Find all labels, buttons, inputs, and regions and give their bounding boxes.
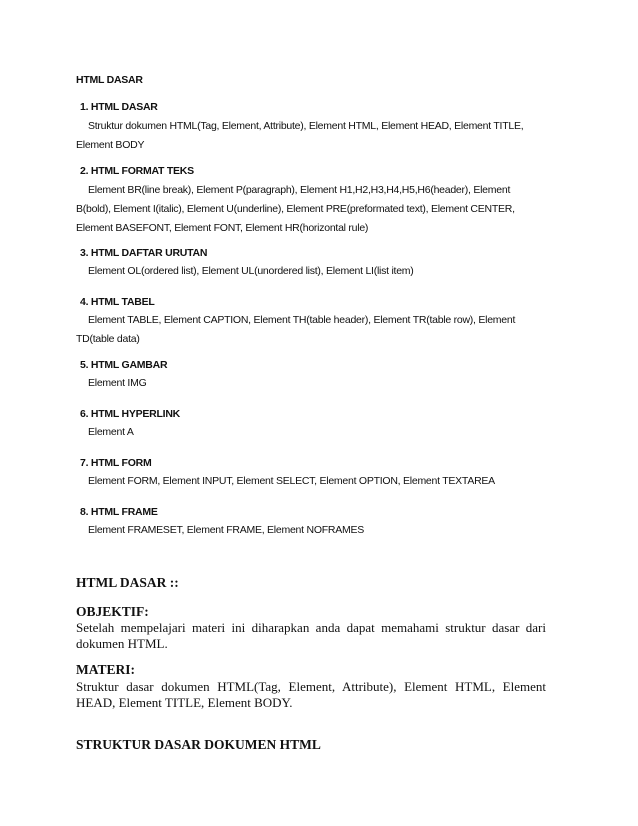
lesson-heading: HTML DASAR ::	[76, 575, 179, 590]
section-7-title: 7. HTML FORM	[80, 457, 152, 469]
objektif-text: Setelah mempelajari materi ini diharapkan anda dapat memahami struktur dasar dari dokumen HTML.	[76, 620, 546, 651]
section-5-body: Element IMG	[88, 377, 147, 389]
section-3-body: Element OL(ordered list), Element UL(unordered list), Element LI(list item)	[88, 265, 414, 277]
objektif-label: OBJEKTIF:	[76, 604, 149, 619]
document-title: HTML DASAR	[76, 74, 143, 86]
section-8-body: Element FRAMESET, Element FRAME, Element NOFRAMES	[88, 524, 364, 536]
section-6-title: 6. HTML HYPERLINK	[80, 408, 180, 420]
section-7-body: Element FORM, Element INPUT, Element SELECT, Element OPTION, Element TEXTAREA	[88, 475, 495, 487]
materi-label: MATERI:	[76, 662, 135, 677]
section-6-body: Element A	[88, 426, 134, 438]
section-4-title: 4. HTML TABEL	[80, 296, 155, 308]
section-1-title: 1. HTML DASAR	[80, 101, 158, 113]
section-1-body: Struktur dokumen HTML(Tag, Element, Attribute), Element HTML, Element HEAD, Element TITLE, Element BODY	[76, 120, 524, 151]
section-4-body: Element TABLE, Element CAPTION, Element TH(table header), Element TR(table row), Element TD(table data)	[76, 314, 516, 345]
struktur-heading: STRUKTUR DASAR DOKUMEN HTML	[76, 737, 321, 752]
section-2-title: 2. HTML FORMAT TEKS	[80, 165, 194, 177]
section-3-title: 3. HTML DAFTAR URUTAN	[80, 247, 208, 259]
materi-text: Struktur dasar dokumen HTML(Tag, Element, Attribute), Element HTML, Element HEAD, Element TITLE, Element BODY.	[76, 679, 546, 710]
section-5-title: 5. HTML GAMBAR	[80, 359, 168, 371]
section-2-body: Element BR(line break), Element P(paragraph), Element H1,H2,H3,H4,H5,H6(header), Element B(bold), Element I(italic), Element U(underline), Element PRE(preformated text), Element CENTER, Element BASEFONT, Element FONT, Element HR(horizontal rule)	[76, 184, 515, 234]
section-8-title: 8. HTML FRAME	[80, 506, 158, 518]
